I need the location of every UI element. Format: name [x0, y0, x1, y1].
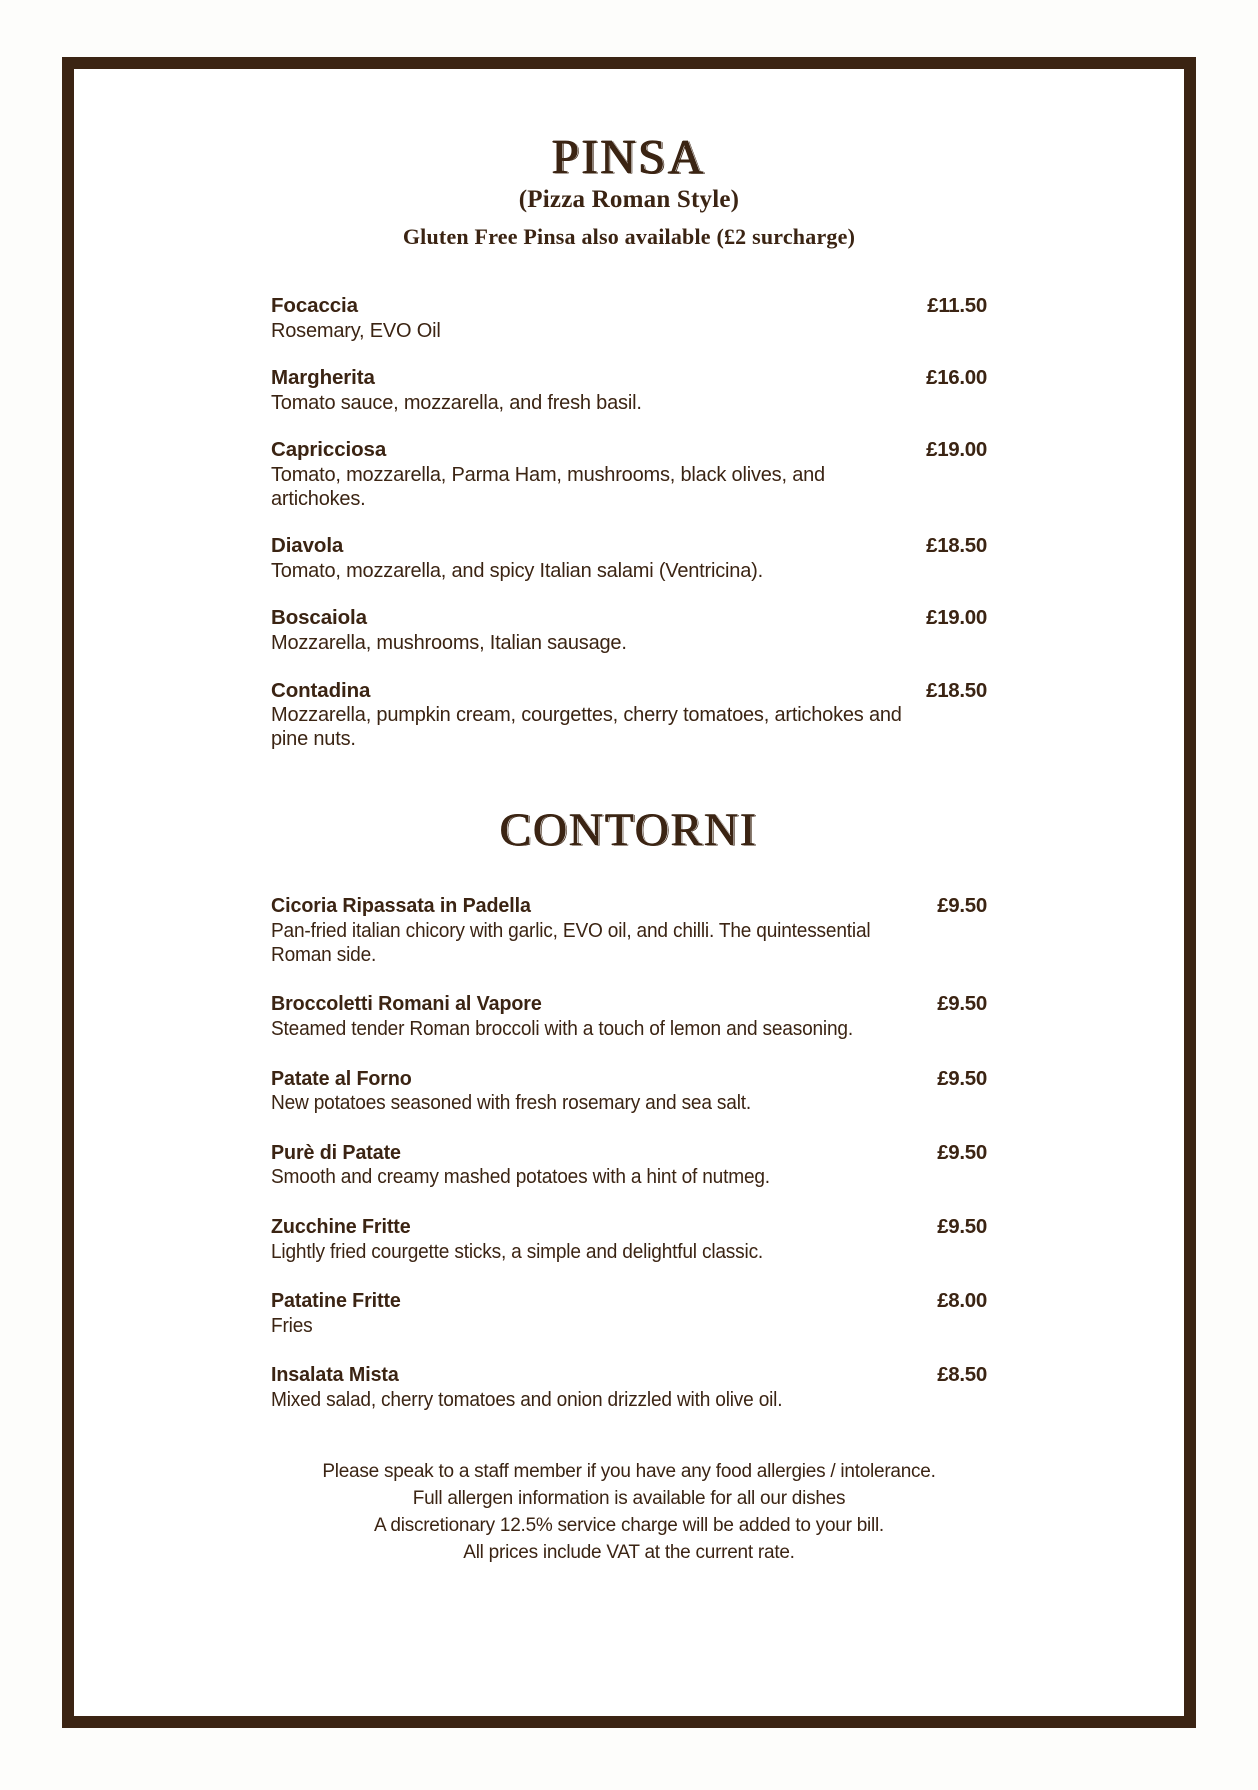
menu-item-price: £9.50 [937, 1214, 987, 1238]
menu-item-name: Contadina [271, 678, 371, 702]
menu-item-header [271, 893, 987, 919]
section-spacer [144, 751, 1114, 803]
menu-item-description: Tomato sauce, mozzarella, and fresh basil. [271, 391, 642, 414]
menu-item [271, 1066, 987, 1116]
service-charge-notice: A discretionary 12.5% service charge will be added to your bill. [374, 1514, 884, 1536]
menu-item-name: Patatine Fritte [271, 1289, 401, 1313]
menu-item [271, 605, 987, 655]
menu-item [271, 1288, 987, 1338]
menu-item-price: £11.50 [927, 293, 987, 317]
menu-item-header [271, 605, 987, 631]
menu-item [271, 293, 987, 343]
menu-item-price: £9.50 [937, 992, 987, 1016]
menu-item [271, 533, 987, 583]
menu-item [271, 991, 987, 1041]
menu-item-description: Pan-fried italian chicory with garlic, EVO oil, and chilli. The quintessential Roman side. [271, 920, 871, 966]
menu-item [271, 1362, 987, 1412]
menu-item-price: £16.00 [926, 366, 987, 390]
allergy-notice: Please speak to a staff member if you have any food allergies / intolerance. [322, 1460, 936, 1482]
menu-item-header [271, 678, 987, 704]
menu-item-price: £9.50 [937, 894, 987, 918]
menu-item-price: £8.50 [937, 1363, 987, 1387]
menu-item-price: £19.00 [926, 606, 987, 630]
menu-list-pinsa [271, 293, 987, 752]
menu-item-name: Insalata Mista [271, 1363, 399, 1387]
menu-item-header [271, 1066, 987, 1092]
menu-item-header [271, 293, 987, 319]
menu-item-price: £18.50 [926, 534, 987, 558]
menu-item-price: £9.50 [937, 1066, 987, 1090]
gluten-free-note: Gluten Free Pinsa also available (£2 surcharge) [402, 223, 856, 249]
menu-item [271, 1214, 987, 1264]
menu-item-description: Rosemary, EVO Oil [271, 319, 441, 342]
menu-item-header [271, 437, 987, 463]
menu-list-contorni [271, 893, 987, 1412]
menu-item-name: Capricciosa [271, 438, 387, 462]
menu-item-header [271, 1362, 987, 1388]
section-subtitle-pinsa: (Pizza Roman Style) [518, 185, 740, 213]
menu-item [271, 678, 987, 752]
menu-item-price: £8.00 [937, 1289, 987, 1313]
menu-item-price: £9.50 [937, 1140, 987, 1164]
menu-item-description: Mozzarella, mushrooms, Italian sausage. [271, 632, 627, 655]
allergen-info-notice: Full allergen information is available for all our dishes [412, 1487, 846, 1509]
menu-item-description: Smooth and creamy mashed potatoes with a hint of nutmeg. [271, 1166, 770, 1189]
section-header-contorni [144, 803, 1114, 857]
menu-item-name: Patate al Forno [271, 1066, 412, 1090]
menu-item-name: Purè di Patate [271, 1140, 401, 1164]
menu-item-description: Tomato, mozzarella, Parma Ham, mushrooms, black olives, and artichokes. [271, 464, 825, 510]
section-title-pinsa: PINSA [551, 129, 707, 184]
menu-item-name: Focaccia [271, 293, 358, 317]
menu-item-name: Diavola [271, 534, 344, 558]
menu-border-frame [62, 57, 1196, 1728]
menu-item-name: Margherita [271, 366, 375, 390]
vat-notice: All prices include VAT at the current rate. [463, 1541, 795, 1563]
section-header-pinsa [144, 131, 1114, 249]
footer-notices [144, 1459, 1114, 1567]
menu-item-header [271, 991, 987, 1017]
menu-item-description: Lightly fried courgette sticks, a simple and delightful classic. [271, 1240, 764, 1263]
menu-item [271, 365, 987, 415]
menu-item-description: New potatoes seasoned with fresh rosemary and sea salt. [271, 1092, 751, 1115]
menu-item [271, 437, 987, 511]
menu-item-price: £18.50 [926, 678, 987, 702]
section-title-contorni: CONTORNI [500, 804, 758, 857]
menu-item-name: Cicoria Ripassata in Padella [271, 894, 531, 918]
menu-item-header [271, 1214, 987, 1240]
menu-item-description: Mixed salad, cherry tomatoes and onion drizzled with olive oil. [271, 1389, 783, 1412]
menu-item [271, 1140, 987, 1190]
menu-item-name: Boscaiola [271, 606, 367, 630]
menu-item-header [271, 533, 987, 559]
menu-item-price: £19.00 [926, 438, 987, 462]
menu-item-header [271, 1288, 987, 1314]
menu-item-name: Zucchine Fritte [271, 1214, 411, 1238]
menu-item [271, 893, 987, 967]
menu-item-description: Fries [271, 1314, 313, 1337]
menu-item-description: Mozzarella, pumpkin cream, courgettes, cherry tomatoes, artichokes and pine nuts. [271, 704, 902, 750]
menu-item-description: Tomato, mozzarella, and spicy Italian salami (Ventricina). [271, 559, 763, 582]
menu-item-name: Broccoletti Romani al Vapore [271, 992, 542, 1016]
menu-item-header [271, 365, 987, 391]
menu-item-header [271, 1140, 987, 1166]
menu-item-description: Steamed tender Roman broccoli with a touch of lemon and seasoning. [271, 1017, 853, 1040]
